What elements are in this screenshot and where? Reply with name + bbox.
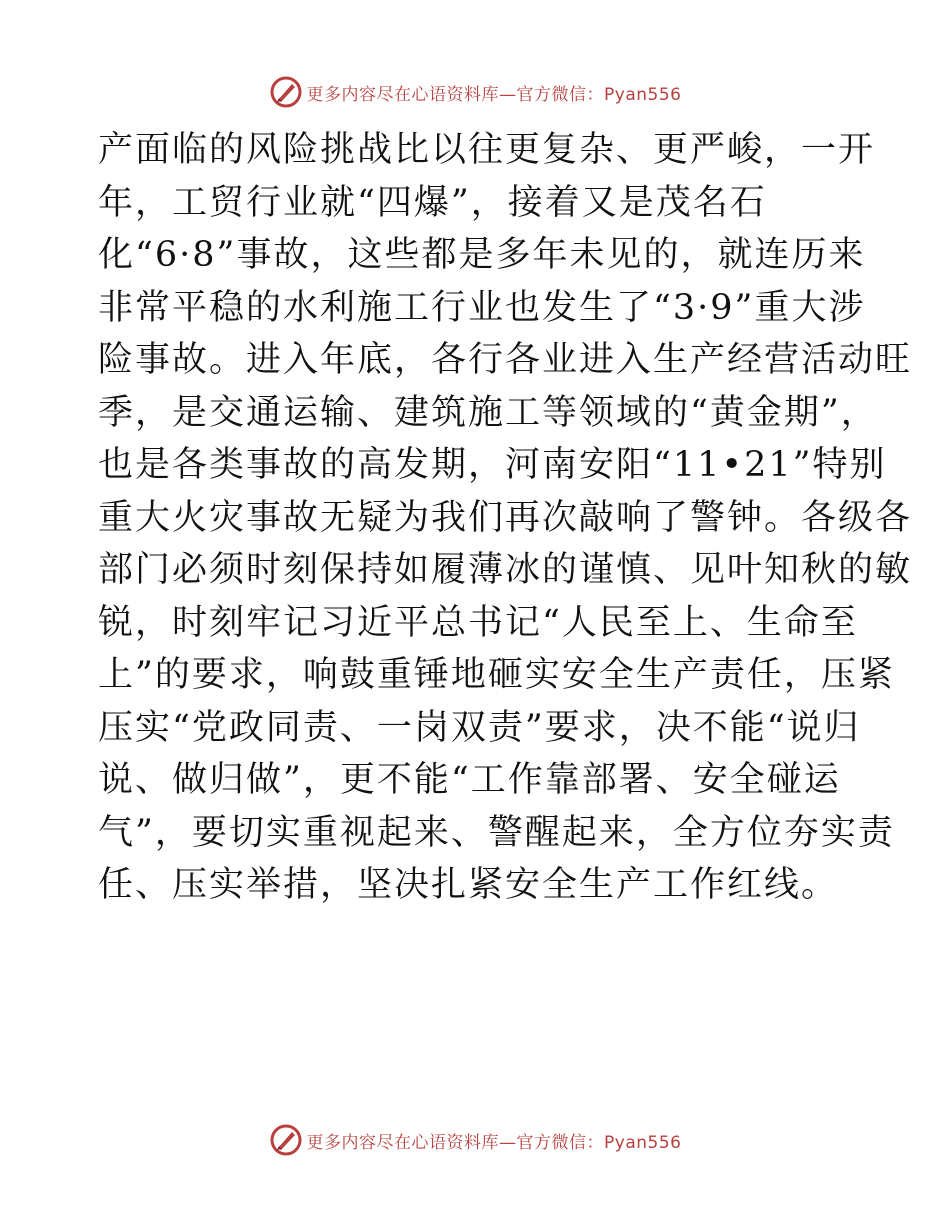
text-line: 非常平稳的水利施工行业也发生了“3·9”重大涉: [98, 287, 866, 328]
text-line: 重大火灾事故无疑为我们再次敲响了警钟。各级各: [98, 497, 913, 538]
text-line: 部门必须时刻保持如履薄冰的谨慎、见叶知秋的敏: [98, 550, 913, 590]
watermark-text: 更多内容尽在心语资料库—官方微信：Pyan556: [306, 84, 682, 105]
text-line: 上”的要求，响鼓重锤地砸实安全生产责任，压紧: [98, 655, 895, 695]
text-line: 也是各类事故的高发期，河南安阳“11•21”特别: [98, 445, 887, 485]
text-line: 气”，要切实重视起来、警醒起来，全方位夯实责: [98, 812, 895, 853]
text-line: 年，工贸行业就“四爆”，接着又是茂名石: [98, 182, 767, 223]
text-line: 说、做归做”，更不能“工作靠部署、安全碰运: [98, 760, 841, 800]
document-body: [98, 124, 913, 912]
text-line: 化“6·8”事故，这些都是多年未见的，就连历来: [98, 235, 866, 275]
text-line: 任、压实举措，坚决扎紧安全生产工作红线。: [98, 865, 839, 905]
text-line: 压实“党政同责、一岗双责”要求，决不能“说归: [98, 707, 861, 748]
quill-pen-circle-icon: [269, 1123, 303, 1157]
header-watermark: [0, 72, 950, 112]
text-line: 产面临的风险挑战比以往更复杂、更严峻，一开: [98, 130, 876, 170]
text-line: 险事故。进入年底，各行各业进入生产经营活动旺: [98, 340, 913, 380]
text-line: 锐，时刻牢记习近平总书记“人民至上、生命至: [98, 602, 858, 643]
quill-pen-circle-icon: [269, 75, 303, 109]
watermark-text: 更多内容尽在心语资料库—官方微信：Pyan556: [306, 1132, 682, 1153]
text-line: 季，是交通运输、建筑施工等领域的“黄金期”，: [98, 392, 878, 433]
footer-watermark: [0, 1120, 950, 1160]
